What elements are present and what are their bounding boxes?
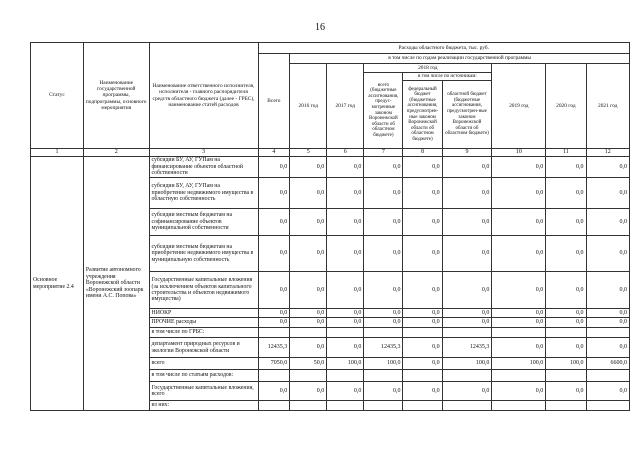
row-label: из них: xyxy=(149,401,258,411)
column-numbers-row: 1 2 3 4 5 6 7 8 9 10 11 12 xyxy=(31,149,630,157)
table-body xyxy=(31,157,630,411)
table-row: Основное мероприятие 2.4 Развитие автономного учреждения Воронежской области «Воронежский зоопарк имени А.С. Попова» субсидии БУ, АУ, ГУПам на финансирование объектов областной собственности 0,0 0,0 0,0 0,0 0,0 0,0 0,0 0,0 0,0 xyxy=(31,157,630,178)
header-2018: 2018 год xyxy=(364,64,492,73)
table-row: НИОКР 0,0 0,0 0,0 0,0 0,0 0,0 0,0 0,0 0,0 xyxy=(31,309,630,318)
header-2019: 2019 год xyxy=(492,64,546,149)
table-row: Государственные капитальные вложения (за исключением объектов капитального строительства и объектов недвижимого имущества) 0,0 0,0 0,0 0,0 0,0 0,0 0,0 0,0 0,0 xyxy=(31,272,630,309)
table-row: субсидии местным бюджетам на софинансирование объектов муниципальной собственности 0,0 0,0 0,0 0,0 0,0 0,0 0,0 0,0 0,0 xyxy=(31,209,630,236)
header-2016: 2016 год xyxy=(290,64,327,149)
header-expenses: Расходы областного бюджета, тыс. руб. xyxy=(258,43,629,54)
row-label: Государственные капитальные вложения, всего xyxy=(149,382,258,401)
table-row: субсидии местным бюджетам на приобретение недвижимого имущества в муниципальную собственность 0,0 0,0 0,0 0,0 0,0 0,0 0,0 0,0 0,0 xyxy=(31,236,630,272)
row-label: всего xyxy=(149,358,258,370)
budget-table xyxy=(30,42,630,411)
header-program: Наименование государственной программы, подпрограммы, основного мероприятия xyxy=(83,43,149,149)
table-row: субсидии БУ, АУ, ГУПам на приобретение недвижимого имущества в областную собственность 0,0 0,0 0,0 0,0 0,0 0,0 0,0 0,0 0,0 xyxy=(31,178,630,209)
row-label: Государственные капитальные вложения (за исключением объектов капитального строительства и объектов недвижимого имущества) xyxy=(149,272,258,309)
header-sources: в том числе по источникам: xyxy=(403,73,492,81)
header-status: Статус xyxy=(31,43,84,149)
header-2021: 2021 год xyxy=(586,64,630,149)
table-row: всего 7050,0 50,0 100,0 100,0 0,0 100,0 100,0 100,0 6600,0 xyxy=(31,358,630,370)
program-cell: Развитие автономного учреждения Воронежской области «Воронежский зоопарк имени А.С. Попова» xyxy=(83,157,149,411)
header-federal: федеральный бюджет (бюджетные ассигнования, предусмотрен-ные законом Воронежской области об областном бюджете) xyxy=(403,81,442,149)
table-header xyxy=(31,43,630,157)
header-2017: 2017 год xyxy=(327,64,364,149)
row-label: ПРОЧИЕ расходы xyxy=(149,318,258,328)
row-label: департамент природных ресурсов и экологии Воронежской области xyxy=(149,338,258,358)
header-2018-all: всего (бюджетные ассигнования, предус-мотренные законом Воронежской области об областном бюджете) xyxy=(364,73,403,149)
row-label: субсидии местным бюджетам на приобретение недвижимого имущества в муниципальную собственность xyxy=(149,236,258,272)
header-by-years: в том числе по годам реализации государственной программы xyxy=(290,54,630,64)
page-number: 16 xyxy=(315,22,325,33)
row-label: субсидии БУ, АУ, ГУПам на приобретение недвижимого имущества в областную собственность xyxy=(149,178,258,209)
row-label: НИОКР xyxy=(149,309,258,318)
header-executor: Наименование ответственного исполнителя, исполнителя - главного распорядителя средств областного бюджета (далее - ГРБС), наименование статей расходов xyxy=(149,43,258,149)
header-total: Всего xyxy=(258,54,290,149)
table-row: Государственные капитальные вложения, всего 0,0 0,0 0,0 0,0 0,0 0,0 0,0 0,0 0,0 xyxy=(31,382,630,401)
table-row: департамент природных ресурсов и экологии Воронежской области 12435,3 0,0 0,0 12435,3 0,0 12435,3 0,0 0,0 0,0 xyxy=(31,338,630,358)
header-regional: областной бюджет (бюджетные ассигнования, предусмотрен-ные законом Воронежской области об областном бюджете) xyxy=(442,81,492,149)
table-row: ПРОЧИЕ расходы 0,0 0,0 0,0 0,0 0,0 0,0 0,0 0,0 0,0 xyxy=(31,318,630,328)
row-label: в том числе по статьям расходов: xyxy=(149,370,258,382)
row-label: субсидии местным бюджетам на софинансирование объектов муниципальной собственности xyxy=(149,209,258,236)
status-cell: Основное мероприятие 2.4 xyxy=(31,157,84,411)
row-label: в том числе по ГРБС: xyxy=(149,328,258,338)
header-2020: 2020 год xyxy=(546,64,586,149)
row-label: субсидии БУ, АУ, ГУПам на финансирование объектов областной собственности xyxy=(149,157,258,178)
